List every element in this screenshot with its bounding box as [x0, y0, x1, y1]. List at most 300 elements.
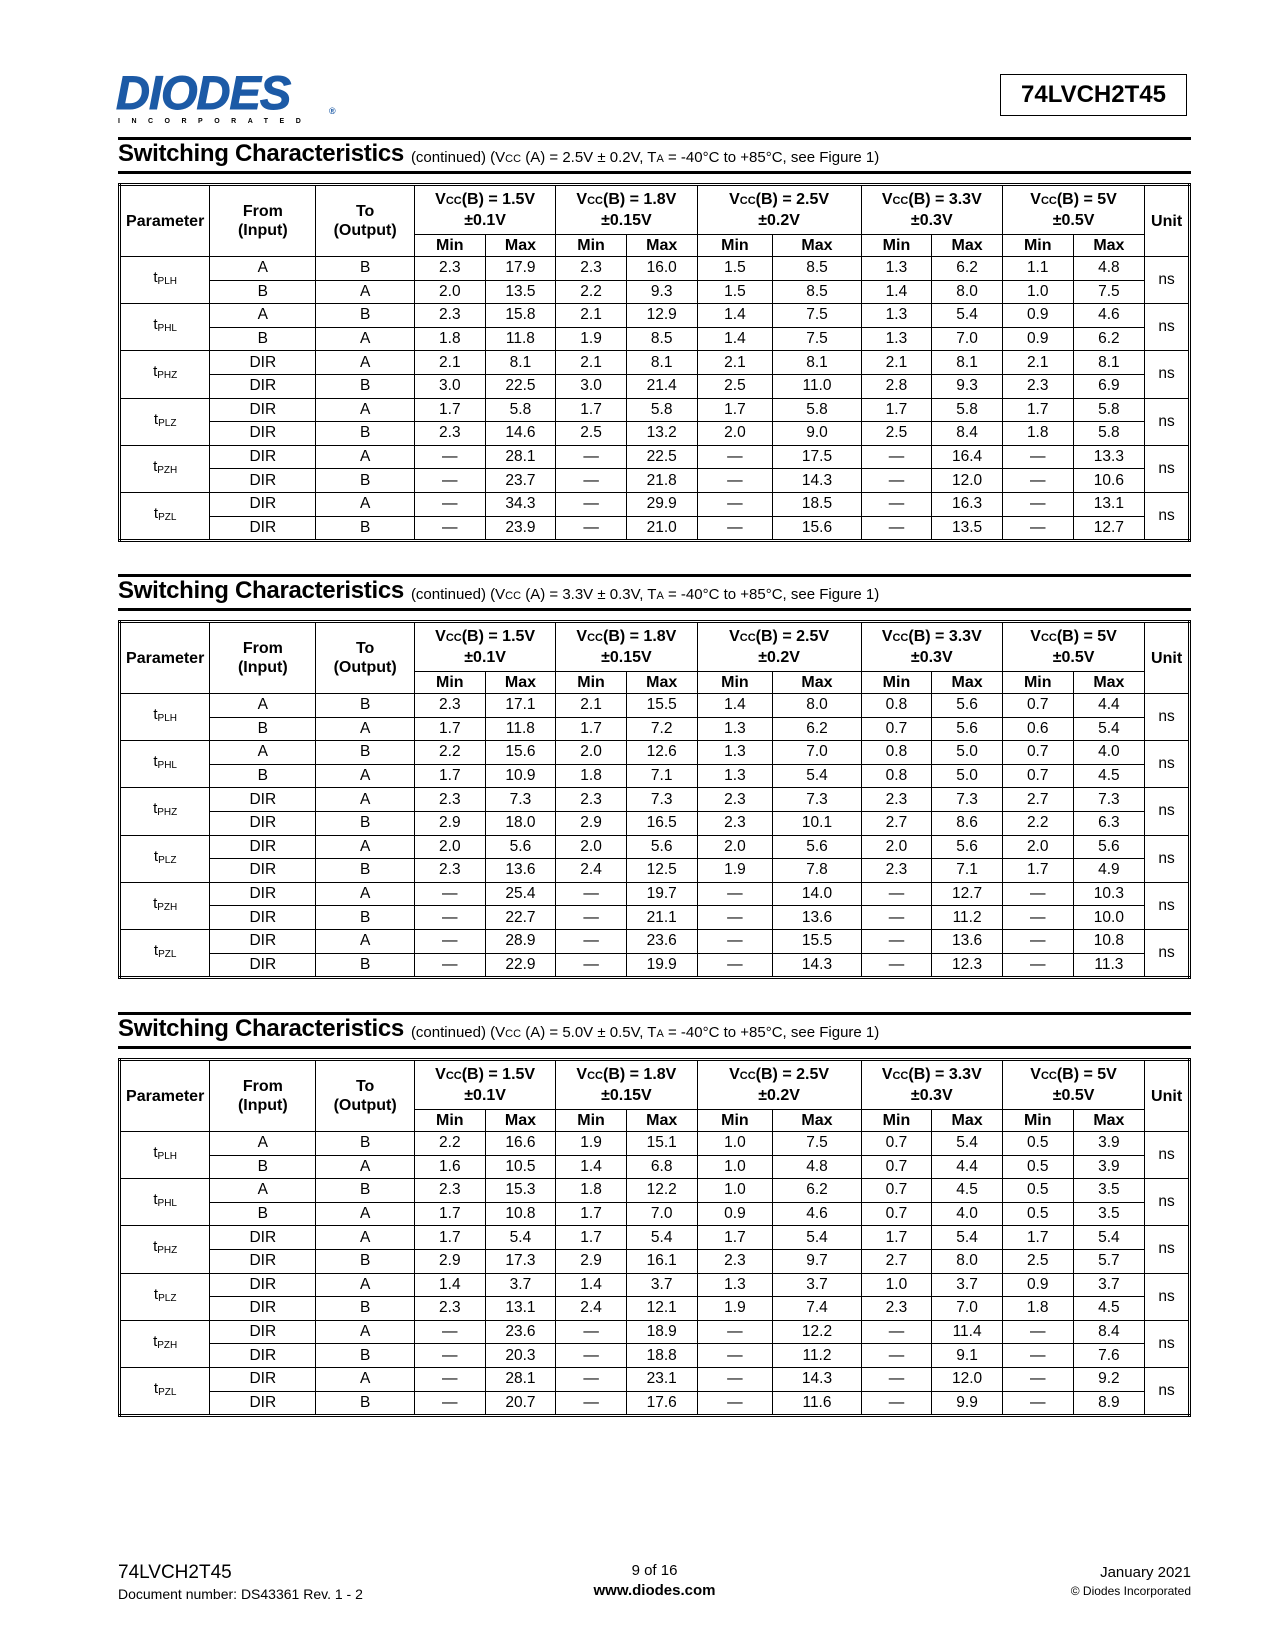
table-header-row: [120, 1060, 1190, 1110]
min-value-cell: 1.5: [697, 257, 773, 281]
unit-cell: ns: [1145, 492, 1190, 540]
from-cell: B: [210, 280, 316, 304]
to-cell: A: [316, 1320, 415, 1344]
max-value-cell: 5.6: [1073, 835, 1145, 859]
min-value-cell: 1.7: [414, 717, 485, 741]
header-max: Max: [485, 1110, 556, 1132]
vcc-symbol: V: [1030, 191, 1041, 208]
from-cell: A: [210, 1179, 316, 1203]
header-min: Min: [1002, 672, 1073, 694]
header-vcc-group: [414, 185, 555, 235]
vcc-value: (B) = 1.8V: [602, 1066, 677, 1083]
max-value-cell: 10.3: [1073, 882, 1145, 906]
max-value-cell: 11.3: [1073, 953, 1145, 978]
table-row: [120, 1391, 1190, 1416]
symbol-subscript: PHL: [157, 760, 177, 772]
min-value-cell: —: [697, 1391, 773, 1416]
min-value-cell: —: [861, 516, 932, 541]
from-cell: B: [210, 1155, 316, 1179]
to-cell: A: [316, 327, 415, 351]
symbol-base: t: [153, 800, 158, 818]
max-value-cell: 4.4: [932, 1155, 1003, 1179]
min-value-cell: —: [556, 953, 627, 978]
header-to: [316, 1060, 415, 1132]
min-value-cell: 1.4: [556, 1273, 627, 1297]
max-value-cell: 12.7: [1073, 516, 1145, 541]
min-value-cell: 2.8: [861, 374, 932, 398]
min-value-cell: 1.0: [1002, 280, 1073, 304]
min-value-cell: 1.7: [556, 717, 627, 741]
symbol-base: t: [153, 753, 158, 771]
min-value-cell: 1.7: [414, 1226, 485, 1250]
min-value-cell: 2.4: [556, 859, 627, 883]
from-cell: DIR: [210, 929, 316, 953]
header-max: Max: [485, 235, 556, 257]
min-value-cell: 2.3: [414, 257, 485, 281]
min-value-cell: 2.1: [861, 351, 932, 375]
header-from: [210, 1060, 316, 1132]
footer-copyright: © Diodes Incorporated: [1070, 1584, 1191, 1598]
table-row: [120, 351, 1190, 375]
max-value-cell: 6.2: [932, 257, 1003, 281]
vcc-value: (B) = 3.3V: [908, 628, 982, 645]
symbol-subscript: PHL: [157, 323, 177, 335]
min-value-cell: 0.9: [1002, 1273, 1073, 1297]
to-cell: A: [316, 351, 415, 375]
max-value-cell: 12.1: [626, 1297, 697, 1321]
min-value-cell: 1.1: [1002, 257, 1073, 281]
symbol-base: t: [153, 894, 158, 912]
min-value-cell: 1.7: [556, 1226, 627, 1250]
symbol-subscript: PHZ: [157, 807, 178, 819]
min-value-cell: 2.3: [556, 257, 627, 281]
unit-cell: ns: [1145, 351, 1190, 398]
from-cell: DIR: [210, 1367, 316, 1391]
max-value-cell: 4.5: [932, 1179, 1003, 1203]
max-value-cell: 10.6: [1073, 469, 1145, 493]
max-value-cell: 12.6: [626, 741, 697, 765]
from-cell: DIR: [210, 906, 316, 930]
min-value-cell: —: [861, 1367, 932, 1391]
table-row: [120, 764, 1190, 788]
min-value-cell: 1.8: [1002, 1297, 1073, 1321]
vcc-group-tolerance: ±0.1V: [464, 1087, 506, 1104]
max-value-cell: 6.3: [1073, 811, 1145, 835]
from-cell: DIR: [210, 811, 316, 835]
min-value-cell: —: [414, 929, 485, 953]
max-value-cell: 22.9: [485, 953, 556, 978]
min-value-cell: 1.7: [556, 398, 627, 422]
min-value-cell: 1.0: [697, 1179, 773, 1203]
max-value-cell: 4.5: [1073, 1297, 1145, 1321]
vcc-value: (B) = 2.5V: [755, 628, 830, 645]
max-value-cell: 7.3: [1073, 788, 1145, 812]
max-value-cell: 9.3: [932, 374, 1003, 398]
max-value-cell: 18.5: [773, 492, 861, 516]
footer-date: January 2021: [1100, 1564, 1191, 1581]
max-value-cell: 5.4: [1073, 1226, 1145, 1250]
max-value-cell: 21.8: [626, 469, 697, 493]
max-value-cell: 5.4: [773, 1226, 861, 1250]
min-value-cell: —: [556, 516, 627, 541]
min-value-cell: 2.0: [1002, 835, 1073, 859]
max-value-cell: 23.7: [485, 469, 556, 493]
section-bottom-rule: [118, 608, 1191, 611]
min-value-cell: 1.4: [556, 1155, 627, 1179]
symbol-base: t: [153, 410, 159, 428]
max-value-cell: 8.0: [932, 280, 1003, 304]
to-cell: B: [316, 1132, 415, 1156]
max-value-cell: 4.4: [1073, 694, 1145, 718]
max-value-cell: 6.8: [626, 1155, 697, 1179]
min-value-cell: —: [556, 1344, 627, 1368]
vcc-group-tolerance: ±0.5V: [1052, 1087, 1095, 1104]
max-value-cell: 7.4: [773, 1297, 861, 1321]
min-value-cell: 0.6: [1002, 717, 1073, 741]
header-max: Max: [626, 235, 697, 257]
diodes-logo: [116, 68, 338, 128]
header-min: Min: [414, 1110, 485, 1132]
symbol-subscript: PLZ: [158, 854, 177, 866]
max-value-cell: 10.8: [1073, 929, 1145, 953]
header-from-label: From (Input): [237, 640, 288, 676]
switching-section: [118, 1012, 1191, 1417]
from-cell: DIR: [210, 1320, 316, 1344]
header-vcc-group: [414, 622, 555, 672]
vcc-value: (B) = 1.5V: [461, 191, 536, 208]
min-value-cell: 2.0: [414, 835, 485, 859]
symbol-subscript: PLH: [157, 276, 177, 288]
min-value-cell: 2.5: [697, 374, 773, 398]
min-value-cell: 1.7: [1002, 859, 1073, 883]
table-row: [120, 1297, 1190, 1321]
symbol-subscript: PHL: [157, 1198, 177, 1210]
footer-website-link[interactable]: www.diodes.com: [593, 1582, 716, 1599]
max-value-cell: 10.9: [485, 764, 556, 788]
min-value-cell: 1.3: [697, 717, 773, 741]
to-cell: B: [316, 1249, 415, 1273]
max-value-cell: 16.0: [626, 257, 697, 281]
header-max: Max: [1073, 235, 1145, 257]
min-value-cell: —: [556, 929, 627, 953]
header-vcc-group: [861, 185, 1002, 235]
switching-table: [118, 183, 1191, 542]
vcc-symbol: V: [435, 191, 446, 208]
max-value-cell: 12.3: [932, 953, 1003, 978]
max-value-cell: 13.1: [485, 1297, 556, 1321]
header-vcc-group: [556, 1060, 697, 1110]
symbol-subscript: PZL: [158, 1387, 177, 1399]
switching-section: [118, 574, 1191, 979]
max-value-cell: 13.6: [485, 859, 556, 883]
vcc-subscript: CC: [739, 1070, 756, 1082]
vcc-group-tolerance: ±0.3V: [910, 649, 953, 666]
vcc-subscript: CC: [892, 195, 909, 207]
min-value-cell: 1.5: [697, 280, 773, 304]
table-row: [120, 304, 1190, 328]
to-cell: B: [316, 1297, 415, 1321]
unit-cell: ns: [1145, 1226, 1190, 1273]
min-value-cell: 1.7: [1002, 1226, 1073, 1250]
unit-cell: ns: [1145, 398, 1190, 445]
from-cell: A: [210, 304, 316, 328]
max-value-cell: 13.1: [1073, 492, 1145, 516]
table-row: [120, 1320, 1190, 1344]
min-value-cell: 2.3: [697, 1249, 773, 1273]
vcc-symbol: V: [729, 628, 740, 645]
to-cell: B: [316, 1179, 415, 1203]
min-value-cell: 0.8: [861, 741, 932, 765]
max-value-cell: 5.6: [932, 717, 1003, 741]
table-row: [120, 516, 1190, 541]
vcc-group-label: [862, 627, 1002, 648]
max-value-cell: 14.3: [773, 469, 861, 493]
section-conditions: (continued) (VCC (A) = 3.3V ± 0.3V, TA = -40°C to +85°C, see Figure 1): [410, 586, 880, 603]
unit-cell: ns: [1145, 929, 1190, 977]
vcc-group-label: [556, 190, 696, 211]
vcc-symbol: V: [881, 1066, 893, 1083]
min-value-cell: —: [697, 1367, 773, 1391]
min-value-cell: 0.8: [861, 764, 932, 788]
max-value-cell: 3.9: [1073, 1132, 1145, 1156]
max-value-cell: 4.8: [773, 1155, 861, 1179]
min-value-cell: —: [697, 882, 773, 906]
to-cell: B: [316, 1391, 415, 1416]
to-cell: A: [316, 835, 415, 859]
header-from-label: From (Input): [237, 203, 288, 239]
max-value-cell: 8.0: [932, 1249, 1003, 1273]
min-value-cell: —: [697, 1320, 773, 1344]
max-value-cell: 21.4: [626, 374, 697, 398]
max-value-cell: 21.1: [626, 906, 697, 930]
to-cell: A: [316, 1273, 415, 1297]
max-value-cell: 7.1: [626, 764, 697, 788]
max-value-cell: 19.7: [626, 882, 697, 906]
symbol-base: t: [153, 1380, 159, 1398]
vcc-group-label: [698, 627, 861, 648]
symbol-base: t: [153, 942, 159, 960]
min-value-cell: —: [697, 929, 773, 953]
min-value-cell: 2.0: [556, 835, 627, 859]
min-value-cell: —: [697, 469, 773, 493]
symbol-base: t: [153, 1238, 158, 1256]
min-value-cell: 2.3: [697, 788, 773, 812]
max-value-cell: 34.3: [485, 492, 556, 516]
min-value-cell: 0.5: [1002, 1202, 1073, 1226]
from-cell: DIR: [210, 835, 316, 859]
table-row: [120, 1132, 1190, 1156]
from-cell: DIR: [210, 445, 316, 469]
from-cell: DIR: [210, 1226, 316, 1250]
min-value-cell: 1.9: [697, 859, 773, 883]
max-value-cell: 4.5: [1073, 764, 1145, 788]
max-value-cell: 23.1: [626, 1367, 697, 1391]
min-value-cell: 1.7: [414, 1202, 485, 1226]
from-cell: B: [210, 717, 316, 741]
min-value-cell: 0.7: [1002, 764, 1073, 788]
header-min: Min: [556, 672, 627, 694]
max-value-cell: 8.1: [485, 351, 556, 375]
to-cell: B: [316, 953, 415, 978]
table-row: [120, 280, 1190, 304]
max-value-cell: 18.9: [626, 1320, 697, 1344]
min-value-cell: —: [861, 445, 932, 469]
logo-subtitle: INCORPORATED: [118, 118, 313, 125]
max-value-cell: 4.9: [1073, 859, 1145, 883]
max-value-cell: 5.6: [932, 835, 1003, 859]
min-value-cell: 0.8: [861, 694, 932, 718]
min-value-cell: —: [414, 1320, 485, 1344]
to-cell: A: [316, 1202, 415, 1226]
min-value-cell: 2.3: [556, 788, 627, 812]
header-max: Max: [773, 1110, 861, 1132]
min-value-cell: —: [861, 469, 932, 493]
min-value-cell: —: [1002, 1367, 1073, 1391]
max-value-cell: 7.6: [1073, 1344, 1145, 1368]
symbol-base: t: [153, 316, 158, 334]
section-bottom-rule: [118, 171, 1191, 174]
min-value-cell: —: [697, 1344, 773, 1368]
to-cell: A: [316, 1226, 415, 1250]
min-value-cell: 2.5: [556, 422, 627, 446]
min-value-cell: —: [1002, 445, 1073, 469]
table-row: [120, 327, 1190, 351]
header-max: Max: [932, 672, 1003, 694]
vcc-value: (B) = 5V: [1056, 628, 1117, 645]
max-value-cell: 3.9: [1073, 1155, 1145, 1179]
from-cell: A: [210, 257, 316, 281]
header-vcc-group: [414, 1060, 555, 1110]
to-cell: A: [316, 717, 415, 741]
vcc-subscript: CC: [1040, 1070, 1057, 1082]
max-value-cell: 7.5: [773, 1132, 861, 1156]
min-value-cell: 2.1: [556, 694, 627, 718]
max-value-cell: 5.6: [626, 835, 697, 859]
to-cell: B: [316, 1344, 415, 1368]
unit-cell: ns: [1145, 741, 1190, 788]
vcc-subscript: CC: [445, 1070, 462, 1082]
max-value-cell: 23.9: [485, 516, 556, 541]
vcc-group-label: [556, 1065, 696, 1086]
from-cell: DIR: [210, 516, 316, 541]
vcc-value: (B) = 1.5V: [461, 1066, 536, 1083]
min-value-cell: 2.5: [1002, 1249, 1073, 1273]
max-value-cell: 20.3: [485, 1344, 556, 1368]
table-row: [120, 1226, 1190, 1250]
unit-cell: ns: [1145, 304, 1190, 351]
max-value-cell: 12.2: [773, 1320, 861, 1344]
section-title: Switching Characteristics: [118, 140, 404, 167]
min-value-cell: —: [556, 469, 627, 493]
max-value-cell: 5.4: [1073, 717, 1145, 741]
part-number-box: 74LVCH2T45: [1000, 74, 1187, 116]
vcc-value: (B) = 3.3V: [908, 191, 982, 208]
min-value-cell: 2.7: [861, 1249, 932, 1273]
parameter-symbol: [120, 257, 210, 304]
min-value-cell: —: [556, 445, 627, 469]
max-value-cell: 14.0: [773, 882, 861, 906]
to-cell: B: [316, 304, 415, 328]
unit-cell: ns: [1145, 1179, 1190, 1226]
max-value-cell: 14.3: [773, 953, 861, 978]
max-value-cell: 19.9: [626, 953, 697, 978]
vcc-group-tolerance: ±0.15V: [601, 1087, 652, 1104]
table-header-row: [120, 185, 1190, 235]
min-value-cell: —: [556, 1320, 627, 1344]
min-value-cell: —: [1002, 516, 1073, 541]
unit-cell: ns: [1145, 445, 1190, 492]
max-value-cell: 9.7: [773, 1249, 861, 1273]
parameter-symbol: [120, 492, 210, 540]
min-value-cell: 2.3: [414, 694, 485, 718]
vcc-symbol: V: [881, 628, 893, 645]
min-value-cell: —: [414, 1391, 485, 1416]
max-value-cell: 8.1: [932, 351, 1003, 375]
table-row: [120, 882, 1190, 906]
min-value-cell: 2.0: [556, 741, 627, 765]
max-value-cell: 13.6: [932, 929, 1003, 953]
max-value-cell: 28.1: [485, 1367, 556, 1391]
header-to-label: To (Output): [333, 1078, 397, 1114]
symbol-subscript: PZL: [158, 949, 177, 961]
max-value-cell: 13.2: [626, 422, 697, 446]
header-vcc-group: [1002, 185, 1144, 235]
to-cell: A: [316, 764, 415, 788]
max-value-cell: 8.4: [932, 422, 1003, 446]
vcc-symbol: V: [729, 191, 740, 208]
vcc-group-label: [862, 1065, 1002, 1086]
min-value-cell: 2.4: [556, 1297, 627, 1321]
vcc-group-tolerance: ±0.2V: [758, 212, 800, 229]
max-value-cell: 15.6: [485, 741, 556, 765]
header-unit: Unit: [1145, 622, 1190, 694]
parameter-symbol: [120, 445, 210, 492]
max-value-cell: 11.0: [773, 374, 861, 398]
max-value-cell: 11.8: [485, 327, 556, 351]
max-value-cell: 8.1: [1073, 351, 1145, 375]
max-value-cell: 18.8: [626, 1344, 697, 1368]
symbol-subscript: PZH: [157, 464, 178, 476]
max-value-cell: 11.8: [485, 717, 556, 741]
max-value-cell: 5.6: [485, 835, 556, 859]
max-value-cell: 7.5: [773, 327, 861, 351]
vcc-subscript: CC: [739, 195, 756, 207]
vcc-symbol: V: [576, 1066, 588, 1083]
min-value-cell: 3.0: [556, 374, 627, 398]
min-value-cell: —: [697, 906, 773, 930]
max-value-cell: 5.8: [773, 398, 861, 422]
vcc-group-tolerance: ±0.1V: [464, 649, 506, 666]
header-min: Min: [556, 1110, 627, 1132]
max-value-cell: 3.5: [1073, 1179, 1145, 1203]
vcc-subscript: CC: [445, 632, 462, 644]
vcc-subscript: CC: [892, 1070, 909, 1082]
min-value-cell: —: [697, 516, 773, 541]
max-value-cell: 7.1: [932, 859, 1003, 883]
min-value-cell: 1.7: [861, 398, 932, 422]
header-max: Max: [932, 1110, 1003, 1132]
header-vcc-group: [697, 185, 861, 235]
section-heading: [118, 1015, 1191, 1046]
from-cell: DIR: [210, 882, 316, 906]
min-value-cell: 1.7: [1002, 398, 1073, 422]
max-value-cell: 5.8: [1073, 422, 1145, 446]
min-value-cell: 2.3: [414, 788, 485, 812]
to-cell: A: [316, 492, 415, 516]
min-value-cell: 2.7: [861, 811, 932, 835]
min-value-cell: 2.7: [1002, 788, 1073, 812]
vcc-group-tolerance: ±0.3V: [910, 1087, 953, 1104]
